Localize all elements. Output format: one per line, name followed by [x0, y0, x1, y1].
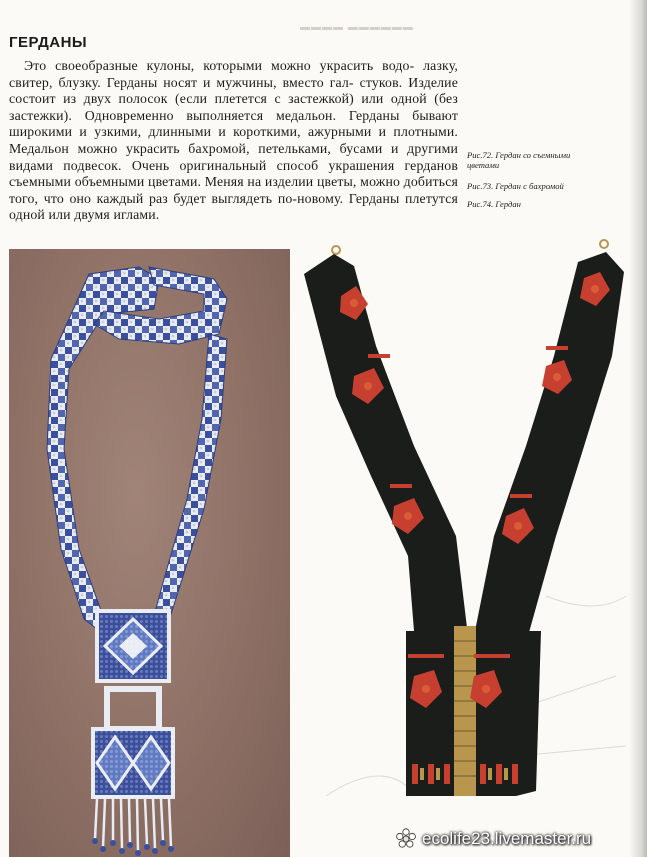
caption-fig-74: Рис.74. Гердан	[467, 199, 521, 209]
photo-black-gerdan	[296, 236, 631, 857]
blue-gerdan-illustration	[9, 249, 290, 857]
body-line-2: лазку, свитер, блузку. Герданы носят и мужчины, вместо гал-	[9, 58, 458, 90]
body-line-rest: стуков. Изделие состоит из двух полосок (если плетется с застежкой) или одной (без застежки). Одновременно выполняется медальон. Герданы бывают широкими и узкими, длинными и короткими, ажурными и плотными. Медальон можно украсить бахромой, петельками, бусами и другими видами подвесок. Очень оригинальный способ украшения герданов съемными объемными цветами. Меняя на изделии цветы, можно добиться того, что оно каждый раз будет выглядеть по-новому. Герданы плетутся одной или двумя иглами.	[9, 74, 458, 223]
black-gerdan-illustration	[296, 236, 631, 857]
caption-fig-73: Рис.73. Гердан с бахромой	[467, 181, 564, 191]
page-edge-shadow	[629, 0, 647, 857]
section-heading: ГЕРДАНЫ	[9, 34, 88, 51]
body-paragraph	[9, 58, 458, 224]
flower-logo-icon	[395, 828, 417, 850]
caption-fig-72: Рис.72. Гердан со съемными цветами	[467, 150, 571, 170]
body-line-1: Это своеобразные кулоны, которыми можно украсить водо-	[24, 58, 415, 73]
photo-blue-gerdan	[9, 249, 290, 857]
figure-captions	[467, 150, 602, 220]
watermark	[395, 828, 591, 850]
bleed-through-text: ▬▬▬▬ ▬▬▬▬▬▬	[300, 22, 414, 33]
watermark-text: ecolife23.livemaster.ru	[422, 829, 592, 848]
